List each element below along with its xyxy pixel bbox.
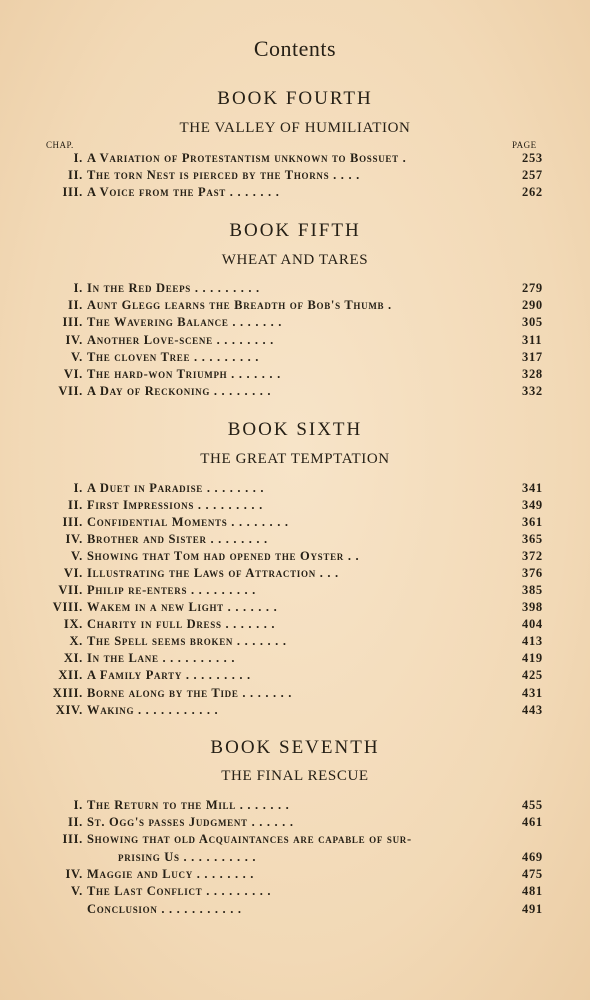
toc-entry [0, 849, 590, 866]
chapter-title: prising Us . . . . . . . . . . [118, 850, 257, 864]
toc-entry [0, 883, 590, 900]
chapter-title: St. Ogg's passes Judgment . . . . . . [87, 815, 294, 829]
toc-entry [0, 280, 590, 297]
page-number: 491 [522, 902, 543, 916]
chapter-title: Another Love-scene . . . . . . . . [87, 333, 274, 347]
toc-entry [0, 297, 590, 314]
chapter-title: A Family Party . . . . . . . . . [87, 668, 251, 682]
chapter-title: A Day of Reckoning . . . . . . . . [87, 384, 272, 398]
page-number: 372 [522, 549, 543, 563]
page-number: 332 [522, 384, 543, 398]
chapter-title: The Return to the Mill . . . . . . . [87, 798, 290, 812]
chapter-number: XIII. [52, 686, 83, 700]
toc-entry [0, 702, 590, 719]
toc-entry [0, 349, 590, 366]
chapter-number: III. [62, 832, 83, 846]
chapter-title: A Duet in Paradise . . . . . . . . [87, 481, 265, 495]
chapter-title: Showing that Tom had opened the Oyster . . [87, 549, 360, 563]
book-heading: BOOK SIXTH [227, 419, 363, 440]
toc-entry [0, 814, 590, 831]
chapter-number: II. [68, 298, 83, 312]
chapter-number: I. [73, 481, 83, 495]
chapter-number: VII. [58, 583, 83, 597]
page-number: 341 [522, 481, 543, 495]
page-number: 349 [522, 498, 543, 512]
page-column-header: PAGE [512, 140, 537, 150]
chapter-title: Aunt Glegg learns the Breadth of Bob's Thumb . [87, 298, 392, 312]
toc-entry [0, 383, 590, 400]
chapter-number: III. [62, 185, 83, 199]
toc-entry [0, 616, 590, 633]
chap-column-header: CHAP. [46, 140, 74, 150]
page-number: 443 [522, 703, 543, 717]
chapter-title: The hard-won Triumph . . . . . . . [87, 367, 281, 381]
chapter-title: The Last Conflict . . . . . . . . . [87, 884, 272, 898]
toc-entry [0, 531, 590, 548]
chapter-title: The Spell seems broken . . . . . . . [87, 634, 287, 648]
chapter-number: I. [73, 798, 83, 812]
chapter-number: X. [69, 634, 83, 648]
page-number: 398 [522, 600, 543, 614]
page-number: 475 [522, 867, 543, 881]
page-number: 305 [522, 315, 543, 329]
page-number: 262 [522, 185, 543, 199]
chapter-number: II. [68, 815, 83, 829]
page-number: 279 [522, 281, 543, 295]
chapter-title: Illustrating the Laws of Attraction . . . [87, 566, 339, 580]
page-number: 376 [522, 566, 543, 580]
chapter-title: Maggie and Lucy . . . . . . . . [87, 867, 255, 881]
book-subtitle: THE VALLEY OF HUMILIATION [179, 120, 411, 136]
toc-entry [0, 901, 590, 918]
toc-entry [0, 667, 590, 684]
page-title: Contents [253, 36, 337, 61]
chapter-title: First Impressions . . . . . . . . . [87, 498, 263, 512]
chapter-number: XII. [58, 668, 83, 682]
chapter-title: In the Lane . . . . . . . . . . [87, 651, 236, 665]
chapter-title: Charity in full Dress . . . . . . . [87, 617, 276, 631]
chapter-number: VII. [58, 384, 83, 398]
chapter-number: IV. [65, 867, 83, 881]
chapter-number: I. [73, 151, 83, 165]
chapter-number: VIII. [52, 600, 83, 614]
page-number: 311 [522, 333, 543, 347]
chapter-number: IX. [63, 617, 83, 631]
toc-entry [0, 167, 590, 184]
page-number: 253 [522, 151, 543, 165]
page-number: 404 [522, 617, 543, 631]
toc-entry [0, 599, 590, 616]
book-heading: BOOK FIFTH [229, 220, 361, 241]
chapter-title: Borne along by the Tide . . . . . . . [87, 686, 293, 700]
toc-entry [0, 582, 590, 599]
chapter-title: Brother and Sister . . . . . . . . [87, 532, 268, 546]
page-number: 431 [522, 686, 543, 700]
toc-entry [0, 480, 590, 497]
chapter-title: The torn Nest is pierced by the Thorns . . . . [87, 168, 360, 182]
chapter-number: VI. [63, 367, 83, 381]
page-number: 455 [522, 798, 543, 812]
chapter-number: III. [62, 515, 83, 529]
chapter-number: I. [73, 281, 83, 295]
page-number: 413 [522, 634, 543, 648]
toc-entry [0, 633, 590, 650]
chapter-number: II. [68, 498, 83, 512]
book-subtitle: THE GREAT TEMPTATION [200, 451, 390, 467]
page-number: 419 [522, 651, 543, 665]
toc-entry [0, 565, 590, 582]
chapter-title: A Variation of Protestantism unknown to Bossuet . [87, 151, 407, 165]
page-number: 481 [522, 884, 543, 898]
chapter-title: Showing that old Acquaintances are capable of sur- [87, 832, 412, 846]
page-number: 385 [522, 583, 543, 597]
page-number: 257 [522, 168, 543, 182]
book-heading: BOOK SEVENTH [210, 737, 380, 758]
page-number: 365 [522, 532, 543, 546]
toc-entry [0, 548, 590, 565]
toc-entry [0, 150, 590, 167]
page-number: 361 [522, 515, 543, 529]
toc-entry [0, 184, 590, 201]
chapter-number: IV. [65, 532, 83, 546]
chapter-number: IV. [65, 333, 83, 347]
chapter-title: Waking . . . . . . . . . . . [87, 703, 219, 717]
chapter-number: V. [71, 884, 83, 898]
toc-entry [0, 650, 590, 667]
chapter-number: XI. [63, 651, 83, 665]
toc-entry [0, 514, 590, 531]
toc-entry [0, 314, 590, 331]
book-subtitle: THE FINAL RESCUE [221, 768, 369, 784]
page-number: 425 [522, 668, 543, 682]
chapter-title: Philip re-enters . . . . . . . . . [87, 583, 256, 597]
chapter-title: In the Red Deeps . . . . . . . . . [87, 281, 260, 295]
page-number: 461 [522, 815, 543, 829]
toc-entry [0, 831, 590, 848]
chapter-number: VI. [63, 566, 83, 580]
page-number: 290 [522, 298, 543, 312]
chapter-number: XIV. [55, 703, 83, 717]
book-heading: BOOK FOURTH [217, 88, 373, 109]
chapter-number: V. [71, 549, 83, 563]
chapter-title: The Wavering Balance . . . . . . . [87, 315, 283, 329]
chapter-title: Conclusion . . . . . . . . . . . [87, 902, 242, 916]
page-number: 317 [522, 350, 543, 364]
chapter-number: V. [71, 350, 83, 364]
chapter-title: Confidential Moments . . . . . . . . [87, 515, 289, 529]
toc-entry [0, 366, 590, 383]
chapter-title: The cloven Tree . . . . . . . . . [87, 350, 260, 364]
chapter-title: A Voice from the Past . . . . . . . [87, 185, 280, 199]
chapter-title: Wakem in a new Light . . . . . . . [87, 600, 278, 614]
chapter-number: II. [68, 168, 83, 182]
page-number: 328 [522, 367, 543, 381]
toc-entry [0, 685, 590, 702]
toc-entry [0, 797, 590, 814]
toc-entry [0, 497, 590, 514]
book-subtitle: WHEAT AND TARES [221, 252, 369, 268]
page-number: 469 [522, 850, 543, 864]
chapter-number: III. [62, 315, 83, 329]
toc-entry [0, 332, 590, 349]
toc-entry [0, 866, 590, 883]
